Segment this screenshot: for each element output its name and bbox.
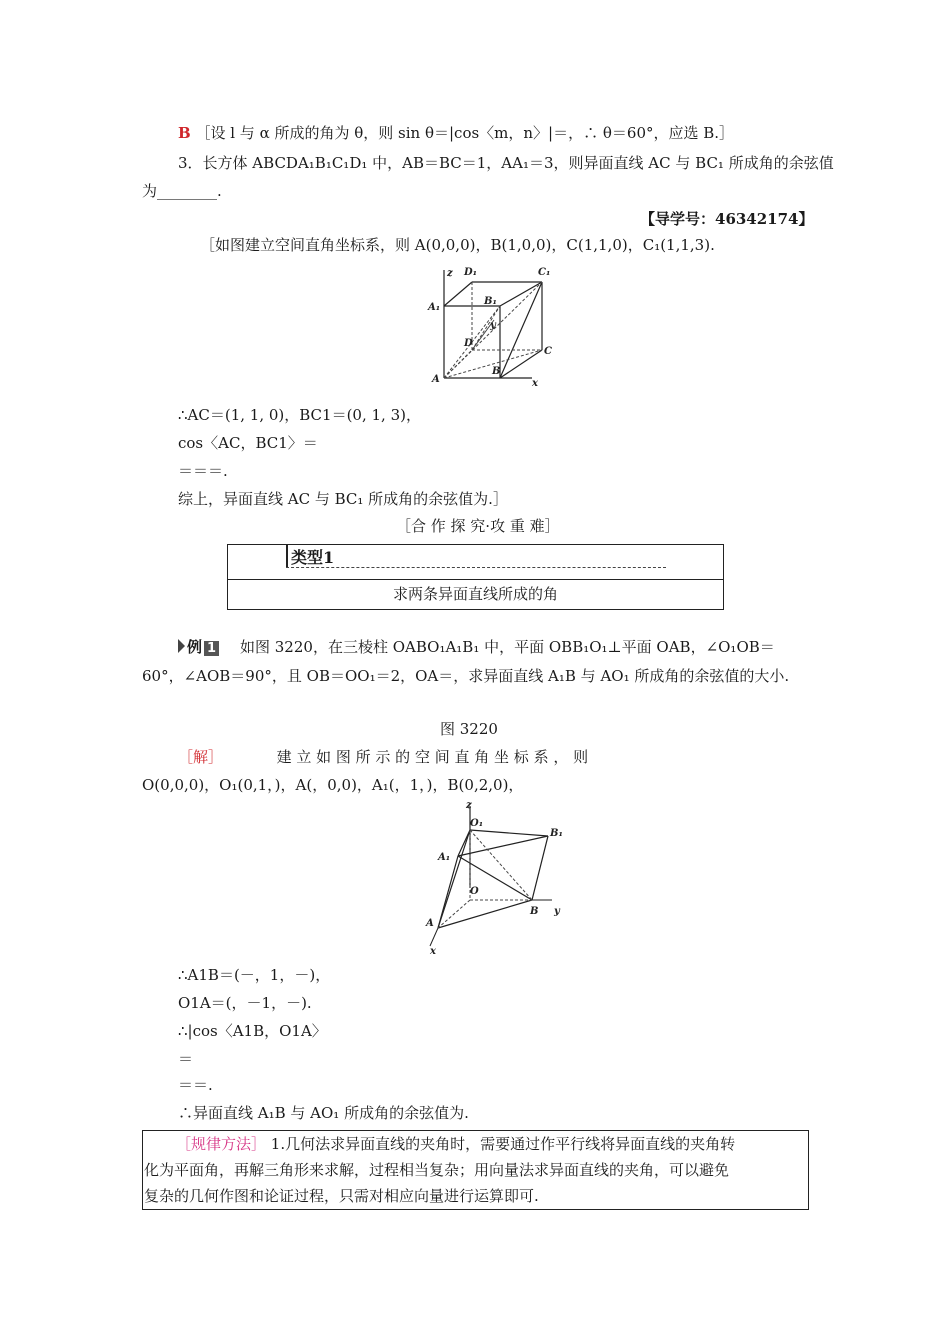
solution-3-line-2: cos〈AC，BC1〉＝ bbox=[178, 434, 318, 452]
method-tag: ［规律方法］ bbox=[176, 1135, 267, 1153]
vertex-b1-label-2: B₁ bbox=[550, 828, 563, 839]
vertex-d-label: D bbox=[464, 338, 473, 349]
solution-3-line-4: 综上，异面直线 AC 与 BC₁ 所成角的余弦值为.］ bbox=[178, 490, 508, 508]
vertex-b1-label: B₁ bbox=[484, 296, 497, 307]
axis-y-label-2: y bbox=[554, 906, 560, 917]
vertex-d1-label: D₁ bbox=[464, 267, 478, 278]
vertex-c-label: C bbox=[544, 346, 552, 357]
solution-line-6: ＝ bbox=[178, 1050, 194, 1068]
method-line-2: 化为平面角，再解三角形来求解，过程相当复杂；用向量法求异面直线的夹角，可以避免 bbox=[144, 1161, 730, 1179]
axis-y-label: y bbox=[490, 320, 496, 331]
solution-line-7: ＝＝. bbox=[178, 1076, 213, 1094]
guide-number: 【导学号：46342174】 bbox=[640, 210, 814, 228]
solution-tag: ［解］ bbox=[178, 748, 224, 766]
example-tag bbox=[178, 636, 219, 657]
vertex-b-label: B bbox=[492, 366, 501, 377]
vertex-c1-label: C₁ bbox=[538, 267, 551, 278]
type-divider bbox=[228, 579, 723, 580]
method-line-1-text: 1.几何法求异面直线的夹角时，需要通过作平行线将异面直线的夹角转 bbox=[270, 1135, 736, 1153]
method-line-3: 复杂的几何作图和论证过程，只需对相应向量进行运算即可. bbox=[144, 1187, 539, 1205]
axis-z-label: z bbox=[447, 268, 453, 279]
vertex-a1-label-2: A₁ bbox=[438, 852, 451, 863]
example-number: 1 bbox=[204, 641, 219, 656]
axis-z-label-2: z bbox=[466, 800, 472, 811]
solution-3-intro: ［如图建立空间直角坐标系，则 A(0,0,0)，B(1,0,0)，C(1,1,0)，C₁(1,1,3). bbox=[200, 236, 715, 254]
vertex-a-label: A bbox=[432, 374, 440, 385]
type-title: 求两条异面直线所成的角 bbox=[392, 585, 558, 603]
solution-line-1 bbox=[178, 746, 588, 768]
solution-line-3: ∴A1B＝(－，1，－)， bbox=[178, 966, 331, 984]
solution-3-line-3: ＝＝＝. bbox=[178, 462, 228, 480]
axis-x-label: x bbox=[532, 378, 538, 389]
example-line-2: 60°，∠AOB＝90°，且 OB＝OO₁＝2，OA＝，求异面直线 A₁B 与 AO₁ 所成角的余弦值的大小. bbox=[142, 667, 790, 685]
section-title: ［合 作 探 究·攻 重 难］ bbox=[396, 517, 560, 535]
question-3-line-b: 为________. bbox=[142, 182, 222, 200]
vertex-o-label: O bbox=[470, 886, 479, 897]
answer-explanation: ［设 l 与 α 所成的角为 θ，则 sin θ＝|cos〈m，n〉|＝，∴ θ＝60°，应选 B.］ bbox=[195, 124, 735, 142]
solution-line-1-text: 建 立 如 图 所 示 的 空 间 直 角 坐 标 系 ， 则 bbox=[276, 748, 589, 766]
cuboid-figure bbox=[420, 262, 560, 390]
example-label: 例 bbox=[187, 638, 203, 656]
figure-caption: 图 3220 bbox=[440, 720, 498, 738]
answer-letter: B bbox=[178, 124, 191, 142]
vertex-a1-label: A₁ bbox=[428, 302, 441, 313]
question-3-line-a: 3．长方体 ABCDA₁B₁C₁D₁ 中，AB＝BC＝1，AA₁＝3，则异面直线 AC 与 BC₁ 所成角的余弦值 bbox=[178, 154, 834, 172]
type-tag: 类型1 bbox=[286, 545, 334, 568]
triangle-marker-icon bbox=[178, 639, 185, 653]
solution-line-4: O1A＝(，－1，－). bbox=[178, 994, 312, 1012]
solution-line-5: ∴|cos〈A1B，O1A〉 bbox=[178, 1022, 327, 1040]
solution-line-2: O(0,0,0)，O₁(0,1，)，A(，0,0)，A₁(，1，)，B(0,2,0)， bbox=[142, 776, 524, 794]
vertex-b-label-2: B bbox=[530, 906, 539, 917]
prism-figure bbox=[420, 800, 570, 956]
type-box bbox=[227, 544, 724, 610]
solution-3-line-1: ∴AC＝(1, 1, 0)，BC1＝(0, 1, 3)， bbox=[178, 406, 421, 424]
example-line-1: 如图 3220，在三棱柱 OABO₁A₁B₁ 中，平面 OBB₁O₁⊥平面 OAB，∠O₁OB＝ bbox=[240, 638, 775, 656]
vertex-o1-label: O₁ bbox=[470, 818, 484, 829]
answer-line bbox=[178, 122, 734, 144]
vertex-a-label-2: A bbox=[426, 918, 434, 929]
type-dash-divider bbox=[286, 567, 666, 568]
method-line-1 bbox=[176, 1133, 735, 1155]
solution-line-8: ∴异面直线 A₁B 与 AO₁ 所成角的余弦值为. bbox=[178, 1104, 469, 1122]
axis-x-label-2: x bbox=[430, 946, 436, 956]
